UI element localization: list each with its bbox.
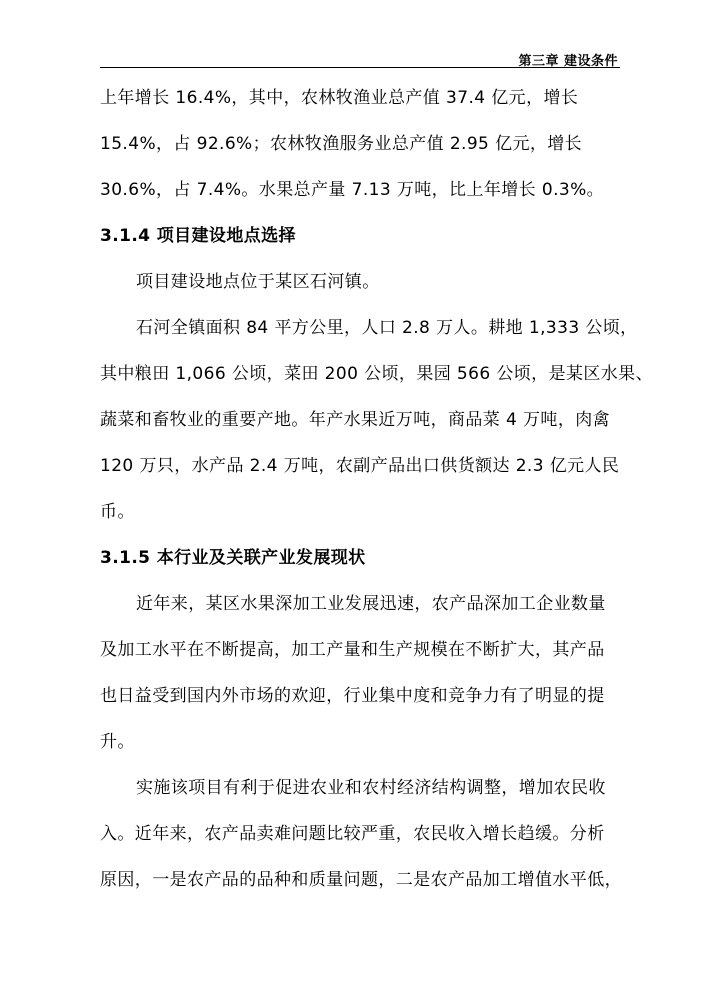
section-heading-3-1-5: 3.1.5 本行业及关联产业发展现状	[100, 548, 366, 568]
chapter-title: 第三章 建设条件	[518, 54, 618, 69]
paragraph-line: 石河全镇面积 84 平方公里，人口 2.8 万人。耕地 1,333 公顷，	[136, 318, 638, 338]
paragraph-line: 实施该项目有利于促进农业和农村经济结构调整，增加农民收	[136, 778, 606, 798]
paragraph-line: 升。	[100, 732, 135, 752]
paragraph-line: 蔬菜和畜牧业的重要产地。年产水果近万吨，商品菜 4 万吨，肉禽	[100, 410, 611, 430]
page-header	[100, 45, 620, 68]
paragraph-line: 原因，一是农产品的品种和质量问题，二是农产品加工增值水平低，	[100, 870, 622, 890]
paragraph-line: 入。近年来，农产品卖难问题比较严重，农民收入增长趋缓。分析	[100, 824, 605, 844]
paragraph-line: 120 万只，水产品 2.4 万吨，农副产品出口供货额达 2.3 亿元人民	[100, 456, 620, 476]
paragraph-line: 项目建设地点位于某区石河镇。	[136, 272, 380, 292]
paragraph-line: 30.6%，占 7.4%。水果总产量 7.13 万吨，比上年增长 0.3%。	[100, 180, 605, 200]
paragraph-line: 及加工水平在不断提高，加工产量和生产规模在不断扩大，其产品	[100, 640, 605, 660]
paragraph-line: 币。	[100, 502, 135, 522]
paragraph-line: 15.4%，占 92.6%；农林牧渔服务业总产值 2.95 亿元，增长	[100, 134, 583, 154]
paragraph-line: 其中粮田 1,066 公顷，菜田 200 公顷，果园 566 公顷，是某区水果、	[100, 364, 653, 384]
paragraph-line: 也日益受到国内外市场的欢迎，行业集中度和竞争力有了明显的提	[100, 686, 605, 706]
paragraph-line: 上年增长 16.4%，其中，农林牧渔业总产值 37.4 亿元，增长	[100, 88, 579, 108]
paragraph-line: 近年来，某区水果深加工业发展迅速，农产品深加工企业数量	[136, 594, 606, 614]
section-heading-3-1-4: 3.1.4 项目建设地点选择	[100, 226, 296, 246]
